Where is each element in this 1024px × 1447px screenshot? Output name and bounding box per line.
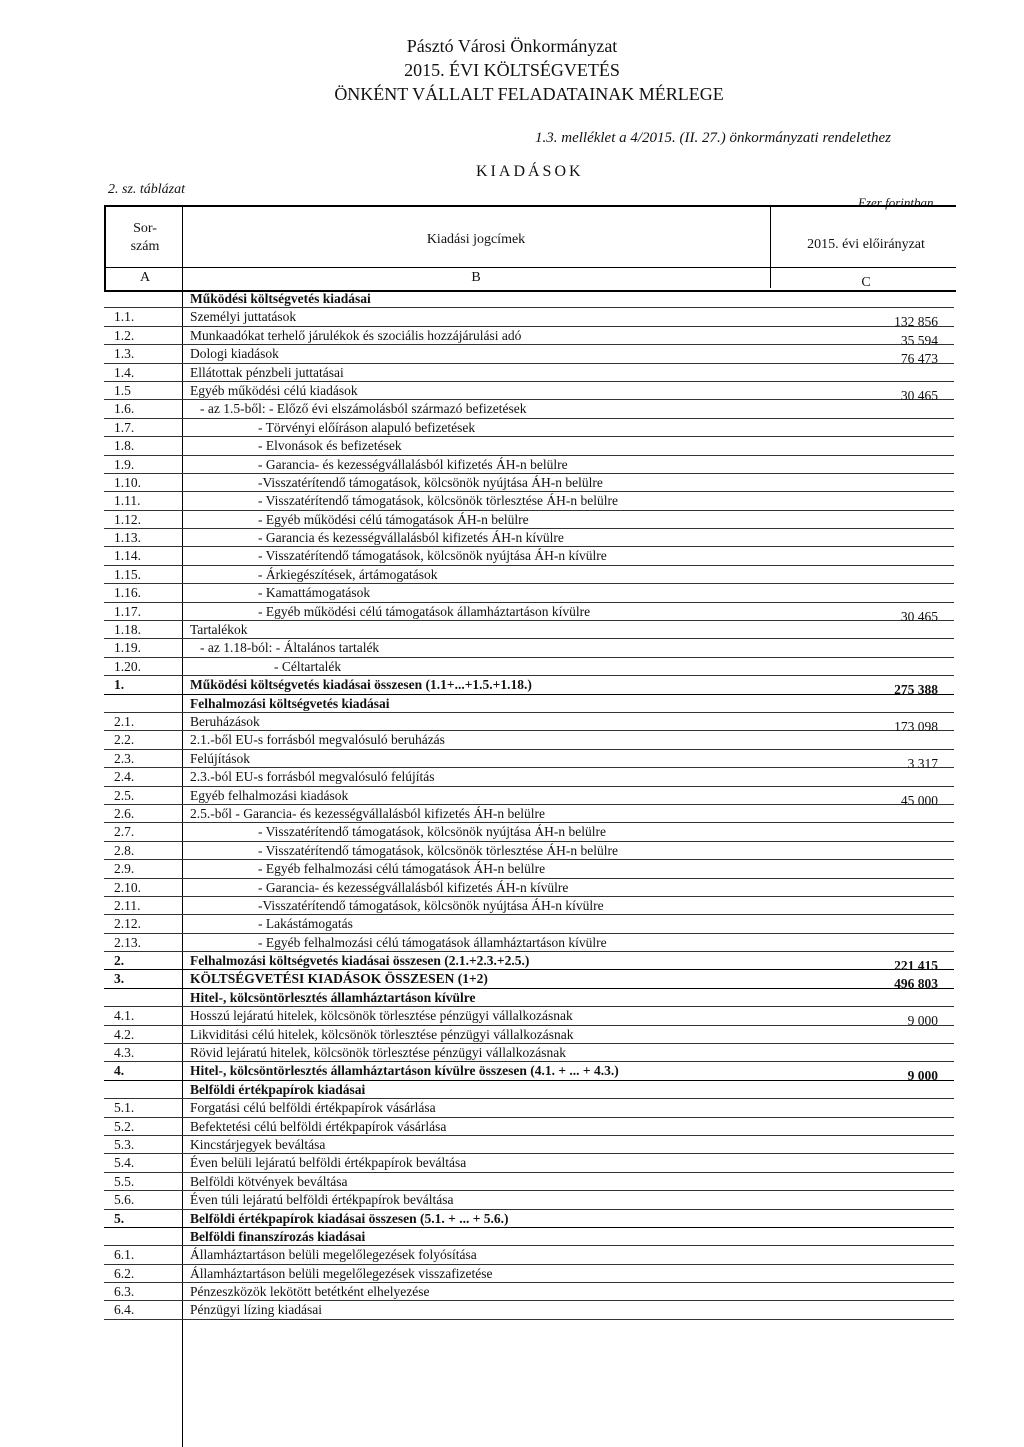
row-number: 1.4. <box>114 364 135 380</box>
row-number: 1.10. <box>114 474 141 490</box>
row-label: - Egyéb működési célú támogatások ÁH-n belülre <box>258 511 529 527</box>
table-body <box>104 290 954 1320</box>
row-amount: 30 465 <box>900 608 938 624</box>
row-amount: 275 388 <box>894 682 938 698</box>
row-number: 1.8. <box>114 438 135 454</box>
table-row <box>104 805 954 823</box>
table-row <box>104 934 954 952</box>
table-row <box>104 658 954 676</box>
row-number: 1.12. <box>114 511 141 527</box>
row-label: Likviditási célú hitelek, kölcsönök törlesztése pénzügyi vállalkozásnak <box>190 1026 574 1042</box>
table-row <box>104 787 954 808</box>
row-number: 2.11. <box>114 897 141 913</box>
row-label: 2.1.-ből EU-s forrásból megvalósuló beruházás <box>190 732 445 748</box>
table-row <box>104 952 954 974</box>
table-row <box>104 1081 954 1099</box>
table-row <box>104 327 954 348</box>
table-row <box>104 1246 954 1264</box>
row-label: Működési költségvetés kiadásai <box>190 291 371 306</box>
row-label: - Kamattámogatások <box>258 585 371 601</box>
title-balance: ÖNKÉNT VÁLLALT FELADATAINAK MÉRLEGE <box>334 84 724 104</box>
row-label: - Visszatérítendő támogatások, kölcsönök nyújtása ÁH-n kívülre <box>258 548 607 564</box>
table-row <box>104 897 954 915</box>
row-number: 6.2. <box>114 1265 135 1281</box>
row-label: - Lakástámogatás <box>258 916 353 932</box>
table-row <box>104 639 954 657</box>
table-row <box>104 731 954 749</box>
row-number: 5.2. <box>114 1118 135 1134</box>
table-row <box>104 1210 954 1228</box>
table-row <box>104 290 954 308</box>
row-label: - Céltartalék <box>274 658 342 674</box>
section-title: KIADÁSOK <box>476 163 584 180</box>
table-row <box>104 1283 954 1301</box>
row-label: -Visszatérítendő támogatások, kölcsönök nyújtása ÁH-n belülre <box>258 474 603 490</box>
row-number: 2.8. <box>114 842 135 858</box>
table-row <box>104 1099 954 1117</box>
row-amount: 35 594 <box>900 332 938 348</box>
row-amount: 9 000 <box>907 1068 938 1084</box>
row-number: 1.5 <box>114 382 131 398</box>
row-number: 2. <box>114 953 125 969</box>
row-label: Működési költségvetés kiadásai összesen (1.1+...+1.5.+1.18.) <box>190 677 532 693</box>
row-label: Befektetési célú belföldi értékpapírok vásárlása <box>190 1118 447 1134</box>
table-row <box>104 676 954 698</box>
table-number: 2. sz. táblázat <box>108 182 186 197</box>
row-label: Dologi kiadások <box>190 346 279 362</box>
row-label: Egyéb felhalmozási kiadások <box>190 787 349 803</box>
row-number: 4. <box>114 1063 125 1079</box>
col-letter-c: C <box>861 275 871 290</box>
row-label: - Garancia- és kezességvállalásból kifizetés ÁH-n belülre <box>258 456 568 472</box>
row-label: - Törvényi előíráson alapuló befizetések <box>258 419 476 435</box>
table-row <box>104 768 954 786</box>
table-row <box>104 584 954 602</box>
row-number: 6.1. <box>114 1247 135 1263</box>
row-label: - Visszatérítendő támogatások, kölcsönök nyújtása ÁH-n belülre <box>258 824 606 840</box>
row-amount: 132 856 <box>894 314 938 330</box>
table-row <box>104 492 954 510</box>
row-label: - Egyéb felhalmozási célú támogatások ÁH-n belülre <box>258 861 546 877</box>
row-amount: 221 415 <box>894 958 938 974</box>
row-label: - Garancia és kezességvállalásból kifizetés ÁH-n kívülre <box>258 530 564 546</box>
row-label: - Visszatérítendő támogatások, kölcsönök törlesztése ÁH-n belülre <box>258 493 618 509</box>
table-row <box>104 566 954 584</box>
row-label: Kincstárjegyek beváltása <box>190 1136 326 1152</box>
row-amount: 173 098 <box>894 718 938 734</box>
table-row <box>104 621 954 639</box>
row-number: 1.13. <box>114 530 141 546</box>
row-label: Felhalmozási költségvetés kiadásai összesen (2.1.+2.3.+2.5.) <box>190 953 530 969</box>
row-number: 5.6. <box>114 1192 135 1208</box>
row-number: 2.6. <box>114 805 135 821</box>
table-row <box>104 1026 954 1044</box>
row-label: Rövid lejáratú hitelek, kölcsönök törlesztése pénzügyi vállalkozásnak <box>190 1045 567 1061</box>
table-row <box>104 1265 954 1283</box>
row-label: Hosszú lejáratú hitelek, kölcsönök törlesztése pénzügyi vállalkozásnak <box>190 1008 573 1024</box>
table-row <box>104 603 954 624</box>
row-number: 1.9. <box>114 456 135 472</box>
row-number: 1.1. <box>114 309 135 325</box>
col-letter-b: B <box>471 270 481 285</box>
row-number: 1.18. <box>114 622 141 638</box>
table-row <box>104 879 954 897</box>
table-row <box>104 400 954 418</box>
row-number: 2.4. <box>114 769 135 785</box>
row-number: 1.19. <box>114 640 141 656</box>
row-label: Tartalékok <box>190 622 248 638</box>
table-row <box>104 842 954 860</box>
table-row <box>104 860 954 878</box>
table-row <box>104 308 954 330</box>
row-amount: 9 000 <box>907 1013 938 1029</box>
row-number: 3. <box>114 971 125 987</box>
row-label: Éven túli lejáratú belföldi értékpapírok beváltása <box>190 1192 454 1208</box>
table-row <box>104 989 954 1007</box>
row-amount: 496 803 <box>894 976 938 992</box>
row-number: 2.12. <box>114 916 141 932</box>
table-row <box>104 970 954 992</box>
table-row <box>104 382 954 403</box>
row-number: 4.2. <box>114 1026 135 1042</box>
row-label: 2.3.-ból EU-s forrásból megvalósuló felújítás <box>190 769 435 785</box>
row-label: Egyéb működési célú kiadások <box>190 382 358 398</box>
row-label: - Egyéb felhalmozási célú támogatások államháztartáson kívülre <box>258 934 607 950</box>
row-number: 2.1. <box>114 713 135 729</box>
row-number: 2.10. <box>114 879 141 895</box>
table-row <box>104 1191 954 1209</box>
row-number: 1.7. <box>114 419 135 435</box>
row-number: 6.3. <box>114 1284 135 1300</box>
table-row <box>104 456 954 474</box>
row-number: 2.3. <box>114 750 135 766</box>
row-amount: 30 465 <box>900 387 938 403</box>
row-number: 2.5. <box>114 787 135 803</box>
row-label: 2.5.-ből - Garancia- és kezességvállalásból kifizetés ÁH-n belülre <box>190 805 545 821</box>
row-number: 2.2. <box>114 732 135 748</box>
table-row <box>104 547 954 565</box>
row-label: Ellátottak pénzbeli juttatásai <box>190 364 344 380</box>
col-letter-a: A <box>139 270 151 285</box>
row-number: 5.1. <box>114 1100 135 1116</box>
annex-reference: 1.3. melléklet a 4/2015. (II. 27.) önkormányzati rendelethez <box>535 130 892 146</box>
table-row <box>104 915 954 933</box>
row-label: - Garancia- és kezességvállalásból kifizetés ÁH-n kívülre <box>258 879 569 895</box>
table-row <box>104 437 954 455</box>
table-header <box>104 205 956 292</box>
row-label: - Visszatérítendő támogatások, kölcsönök törlesztése ÁH-n belülre <box>258 842 618 858</box>
table-row <box>104 474 954 492</box>
row-label: Államháztartáson belüli megelőlegezések folyósítása <box>190 1247 477 1263</box>
table-row <box>104 1173 954 1191</box>
row-number: 4.3. <box>114 1045 135 1061</box>
row-label: Felhalmozási költségvetés kiadásai <box>190 695 390 711</box>
row-label: Forgatási célú belföldi értékpapírok vásárlása <box>190 1100 436 1116</box>
row-number: 5.4. <box>114 1155 135 1171</box>
table-row <box>104 1007 954 1029</box>
row-amount: 76 473 <box>900 351 938 367</box>
row-label: - Elvonások és befizetések <box>258 438 402 454</box>
currency-unit: Ezer forintban <box>858 195 934 210</box>
row-number: 1.2. <box>114 327 135 343</box>
row-amount: 3 317 <box>907 755 938 771</box>
row-number: 1.16. <box>114 585 141 601</box>
table-row <box>104 364 954 382</box>
table-row <box>104 1044 954 1062</box>
row-label: Belföldi értékpapírok kiadásai <box>190 1081 366 1097</box>
row-label: Munkaadókat terhelő járulékok és szociális hozzájárulási adó <box>190 327 522 343</box>
row-label: - az 1.5-ből: - Előző évi elszámolásból származó befizetések <box>200 401 527 417</box>
row-label: Belföldi finanszírozás kiadásai <box>190 1228 366 1244</box>
row-amount: 45 000 <box>900 792 938 808</box>
row-number: 4.1. <box>114 1008 135 1024</box>
table-row <box>104 419 954 437</box>
row-number: 2.9. <box>114 861 135 877</box>
row-number: 1. <box>114 677 125 693</box>
row-number: 1.14. <box>114 548 141 564</box>
col-num-header: Sor- szám <box>130 221 160 254</box>
row-number: 1.3. <box>114 346 135 362</box>
table-row <box>104 1301 954 1319</box>
row-label: Belföldi értékpapírok kiadásai összesen (5.1. + ... + 5.6.) <box>190 1210 509 1226</box>
row-number: 5. <box>114 1210 125 1226</box>
row-label: -Visszatérítendő támogatások, kölcsönök nyújtása ÁH-n kívülre <box>258 897 604 913</box>
row-label: Személyi juttatások <box>190 309 297 325</box>
title-municipality: Pásztó Városi Önkormányzat <box>406 36 618 56</box>
row-label: Pénzeszközök lekötött betétként elhelyezése <box>190 1284 430 1300</box>
row-number: 1.17. <box>114 603 141 619</box>
title-budget-year: 2015. ÉVI KÖLTSÉGVETÉS <box>404 60 620 80</box>
row-number: 1.6. <box>114 401 135 417</box>
table-row <box>104 750 954 771</box>
table-row <box>104 695 954 713</box>
row-number: 6.4. <box>114 1302 135 1318</box>
row-label: - Egyéb működési célú támogatások államháztartáson kívülre <box>258 603 591 619</box>
row-label: Felújítások <box>190 750 250 766</box>
table-row <box>104 1062 954 1084</box>
table-row <box>104 529 954 547</box>
table-row <box>104 1118 954 1136</box>
table-row <box>104 1154 954 1172</box>
row-label: Éven belüli lejáratú belföldi értékpapírok beváltása <box>190 1155 467 1171</box>
row-number: 5.5. <box>114 1173 135 1189</box>
col-value-header: 2015. évi előirányzat <box>807 237 925 252</box>
col-title-header: Kiadási jogcímek <box>426 232 526 247</box>
table-row <box>104 1228 954 1246</box>
row-label: Államháztartáson belüli megelőlegezések visszafizetése <box>190 1265 493 1281</box>
row-label: Hitel-, kölcsöntörlesztés államháztartáson kívülre összesen (4.1. + ... + 4.3.) <box>190 1063 619 1079</box>
row-number: 1.11. <box>114 493 141 509</box>
table-row <box>104 511 954 529</box>
row-number: 2.7. <box>114 824 135 840</box>
row-label: Pénzügyi lízing kiadásai <box>190 1302 322 1318</box>
row-number: 5.3. <box>114 1136 135 1152</box>
table-row <box>104 1136 954 1154</box>
row-label: - Árkiegészítések, ártámogatások <box>258 566 438 582</box>
row-label: Hitel-, kölcsöntörlesztés államháztartáson kívülre <box>190 989 476 1005</box>
row-label: Beruházások <box>190 713 260 729</box>
row-number: 1.20. <box>114 658 141 674</box>
table-row <box>104 345 954 367</box>
row-label: - az 1.18-ból: - Általános tartalék <box>200 640 380 656</box>
table-row <box>104 823 954 841</box>
table-row <box>104 713 954 734</box>
row-number: 2.13. <box>114 934 141 950</box>
row-number: 1.15. <box>114 566 141 582</box>
row-label: Belföldi kötvények beváltása <box>190 1173 348 1189</box>
row-label: KÖLTSÉGVETÉSI KIADÁSOK ÖSSZESEN (1+2) <box>190 971 488 987</box>
